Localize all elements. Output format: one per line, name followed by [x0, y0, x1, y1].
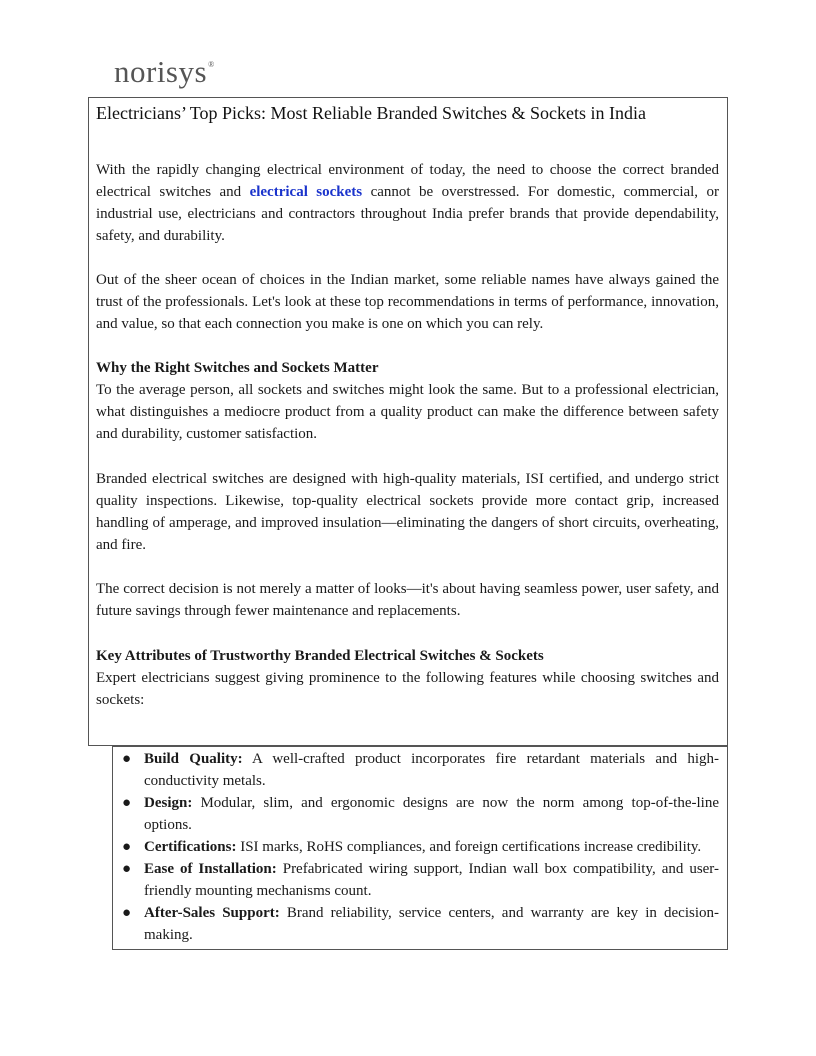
item-label: Certifications:: [144, 839, 237, 855]
list-item: [120, 902, 719, 946]
list-item: [120, 748, 719, 792]
bullet-icon: ●: [122, 795, 132, 811]
attributes-list: [120, 748, 719, 946]
item-label: Design:: [144, 795, 193, 811]
bullet-icon: ●: [122, 861, 132, 877]
item-text: Modular, slim, and ergonomic designs are now the norm among top-of-the-line options.: [144, 795, 719, 833]
section-why: [96, 357, 719, 445]
item-text: Prefabricated wiring support, Indian wall box compatibility, and user-friendly mounting mechanisms count.: [144, 861, 719, 899]
intro-paragraph: [96, 159, 719, 247]
intro-text-end: cannot be overstressed. For domestic, commercial, or industrial use, electricians and contractors throughout India prefer brands that provide dependability, safety, and durability.: [96, 184, 719, 244]
intro-text: With the rapidly changing electrical environment of today, the need to choose the correct branded electrical switches and: [96, 162, 719, 200]
section-heading: Why the Right Switches and Sockets Matter: [96, 360, 379, 376]
bullet-icon: ●: [122, 751, 132, 767]
registered-mark: ®: [208, 60, 215, 69]
item-label: After-Sales Support:: [144, 905, 280, 921]
logo-text: norisys: [114, 54, 208, 89]
electrical-sockets-link[interactable]: electrical sockets: [249, 184, 363, 200]
section-attributes: [96, 645, 719, 711]
list-item: [120, 792, 719, 836]
page-title: Electricians’ Top Picks: Most Reliable Branded Switches & Sockets in India: [96, 103, 646, 123]
item-text: Brand reliability, service centers, and warranty are key in decision-making.: [144, 905, 719, 943]
paragraph: The correct decision is not merely a matter of looks—it's about having seamless power, user safety, and future savings through fewer maintenance and replacements.: [96, 581, 719, 619]
paragraph: Expert electricians suggest giving prominence to the following features while choosing switches and sockets:: [96, 670, 719, 708]
item-text: ISI marks, RoHS compliances, and foreign certifications increase credibility.: [236, 839, 702, 855]
paragraph: Branded electrical switches are designed with high-quality materials, ISI certified, and undergo strict quality inspections. Likewise, top-quality electrical sockets provide more contact grip, increased handling of amperage, and improved insulation—eliminating the dangers of short circuits, overheating, and fire.: [96, 471, 719, 553]
bullet-icon: ●: [122, 839, 132, 855]
list-item: [120, 858, 719, 902]
paragraph: To the average person, all sockets and switches might look the same. But to a professional electrician, what distinguishes a mediocre product from a quality product can make the difference between safety and durability, customer satisfaction.: [96, 382, 719, 442]
item-text: A well-crafted product incorporates fire retardant materials and high-conductivity metals.: [144, 751, 719, 789]
list-item: [120, 836, 719, 858]
bullet-icon: ●: [122, 905, 132, 921]
item-label: Ease of Installation:: [144, 861, 277, 877]
section-heading: Key Attributes of Trustworthy Branded Electrical Switches & Sockets: [96, 648, 544, 664]
paragraph: Out of the sheer ocean of choices in the Indian market, some reliable names have always gained the trust of the professionals. Let's look at these top recommendations in terms of performance, innovation, and value, so that each connection you make is one on which you can rely.: [96, 272, 719, 332]
item-label: Build Quality:: [144, 751, 243, 767]
norisys-logo: [114, 54, 214, 90]
